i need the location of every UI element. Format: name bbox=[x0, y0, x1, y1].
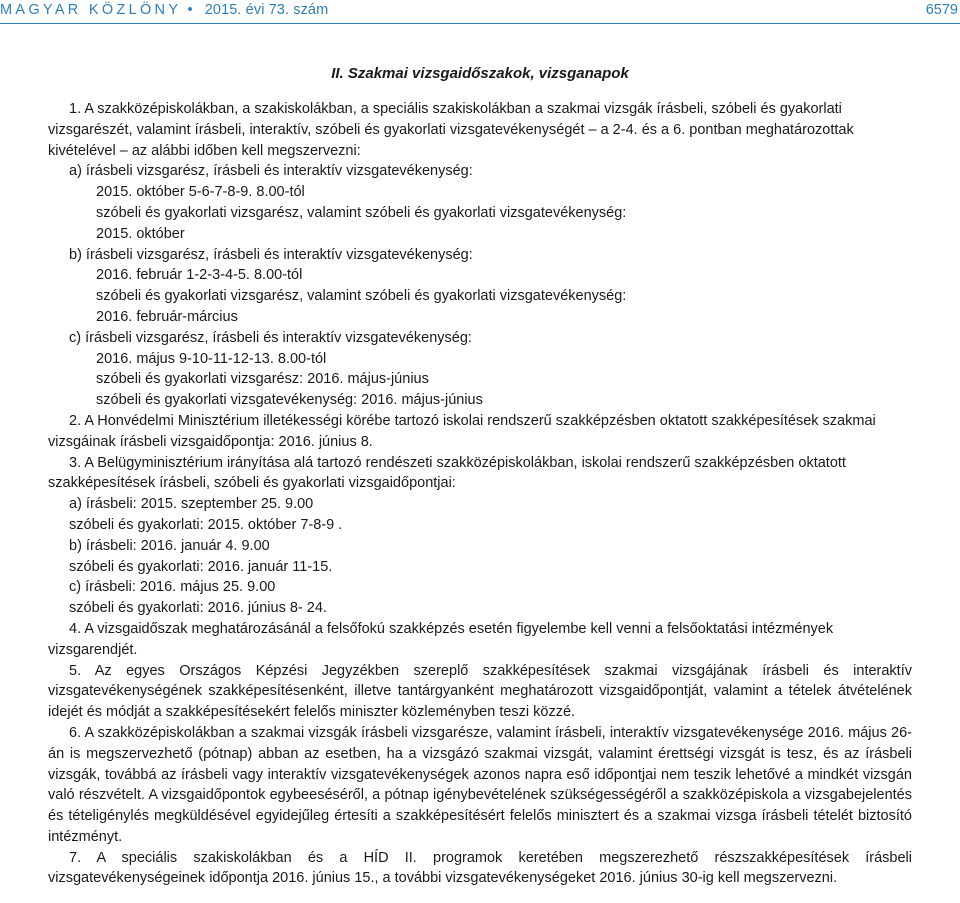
p3-a-oral: szóbeli és gyakorlati: 2015. október 7-8-9 . bbox=[69, 516, 343, 533]
item-b-oral-date: 2016. február-március bbox=[96, 308, 238, 325]
section-title: II. Szakmai vizsgaidőszakok, vizsganapok bbox=[331, 65, 629, 82]
item-a-oral-date: 2015. október bbox=[96, 225, 185, 242]
item-c-heading: c) írásbeli vizsgarész, írásbeli és interaktív vizsgatevékenység: bbox=[69, 329, 472, 346]
item-a-oral-heading: szóbeli és gyakorlati vizsgarész, valamint szóbeli és gyakorlati vizsgatevékenység: bbox=[96, 204, 627, 221]
item-c-oral-activity: szóbeli és gyakorlati vizsgatevékenység: 2016. május-június bbox=[96, 392, 483, 409]
document-body bbox=[48, 99, 912, 889]
paragraph-1-intro: 1. A szakközépiskolákban, a szakiskolákban, a speciális szakiskolákban a szakmai vizsgák írásbeli, szóbeli és gyakorlati vizsgarészét, valamint írásbeli, interaktív, szóbeli és gyakorlati vizsgatevékenységét – a 2-4. és a 6. pontban meghatározottak kivételével – az alábbi időben kell megszervezni: bbox=[48, 101, 854, 159]
issue-label: 2015. évi 73. szám bbox=[204, 2, 329, 18]
paragraph-4: 4. A vizsgaidőszak meghatározásánál a felsőfokú szakképzés esetén figyelembe kell venni a felsőoktatási intézmények vizsgarendjét. bbox=[48, 620, 834, 658]
p3-c-written: c) írásbeli: 2016. május 25. 9.00 bbox=[69, 579, 276, 596]
item-a-heading: a) írásbeli vizsgarész, írásbeli és interaktív vizsgatevékenység: bbox=[69, 163, 473, 180]
paragraph-2: 2. A Honvédelmi Minisztérium illetékességi körébe tartozó iskolai rendszerű szakképzésben oktatott szakképesítések szakmai vizsgáinak írásbeli vizsgaidőpontja: 2016. június 8. bbox=[48, 412, 876, 450]
page-header bbox=[0, 0, 960, 22]
p3-c-oral: szóbeli és gyakorlati: 2016. június 8- 24. bbox=[69, 600, 327, 617]
p3-b-oral: szóbeli és gyakorlati: 2016. január 11-15. bbox=[69, 558, 333, 575]
paragraph-7: 7. A speciális szakiskolákban és a HÍD II. programok keretében megszerezhető részszakképesítések írásbeli vizsgatevékenységeinek időpontja 2016. június 15., a további vizsgatevékenységeket 2016. június 30-ig kell megszervezni. bbox=[48, 849, 912, 887]
header-bullet: • bbox=[187, 2, 193, 18]
item-c-oral-part: szóbeli és gyakorlati vizsgarész: 2016. május-június bbox=[96, 371, 429, 388]
journal-name: MAGYAR KÖZLÖNY bbox=[0, 2, 182, 18]
paragraph-6: 6. A szakközépiskolákban a szakmai vizsgák írásbeli vizsgarésze, valamint írásbeli, interaktív vizsgatevékenysége 2016. május 26-án is megszervezhető (pótnap) abban az esetben, ha a vizsgázó szakmai vizsgát, valamint érettségi vizsgát is tesz, és az írásbeli vizsgák, továbbá az írásbeli vagy interaktív vizsgatevékenységek azonos napra eső időpontjai nem teszik lehetővé a mindkét vizsgán való részvételt. A vizsgaidőpontok egybeeséséről, a pótnap igénybevételének szükségességéről a szakközépiskola a vizsgabejelentés és tételigénylés megküldésével egyidejűleg értesíti a szakképesítésért felelős minisztert és a szakmai vizsga írásbeli tételét biztosító intézményt. bbox=[48, 724, 912, 845]
page-number: 6579 bbox=[925, 2, 958, 18]
paragraph-3-intro: 3. A Belügyminisztérium irányítása alá tartozó rendészeti szakközépiskolákban, iskolai rendszerű szakképzésben oktatott szakképesítések írásbeli, szóbeli és gyakorlati vizsgaidőpontjai: bbox=[48, 454, 846, 492]
item-c-date: 2016. május 9-10-11-12-13. 8.00-tól bbox=[96, 350, 327, 367]
item-b-heading: b) írásbeli vizsgarész, írásbeli és interaktív vizsgatevékenység: bbox=[69, 246, 473, 263]
p3-b-written: b) írásbeli: 2016. január 4. 9.00 bbox=[69, 537, 270, 554]
p3-a-written: a) írásbeli: 2015. szeptember 25. 9.00 bbox=[69, 496, 314, 513]
header-left bbox=[0, 2, 328, 18]
paragraph-5: 5. Az egyes Országos Képzési Jegyzékben szereplő szakképesítések szakmai vizsgájának írásbeli és interaktív vizsgatevékenységének szakképesítésenként, illetve tantárgyanként meghatározott vizsgaidőpontját, valamint a tételek átvételének idejét és módját a szakképesítésekért felelős miniszter közleményben teszi közzé. bbox=[48, 662, 912, 721]
item-b-oral-heading: szóbeli és gyakorlati vizsgarész, valamint szóbeli és gyakorlati vizsgatevékenység: bbox=[96, 288, 627, 305]
item-b-date: 2016. február 1-2-3-4-5. 8.00-tól bbox=[96, 267, 303, 284]
item-a-date: 2015. október 5-6-7-8-9. 8.00-tól bbox=[96, 184, 305, 201]
header-rule bbox=[0, 23, 960, 24]
